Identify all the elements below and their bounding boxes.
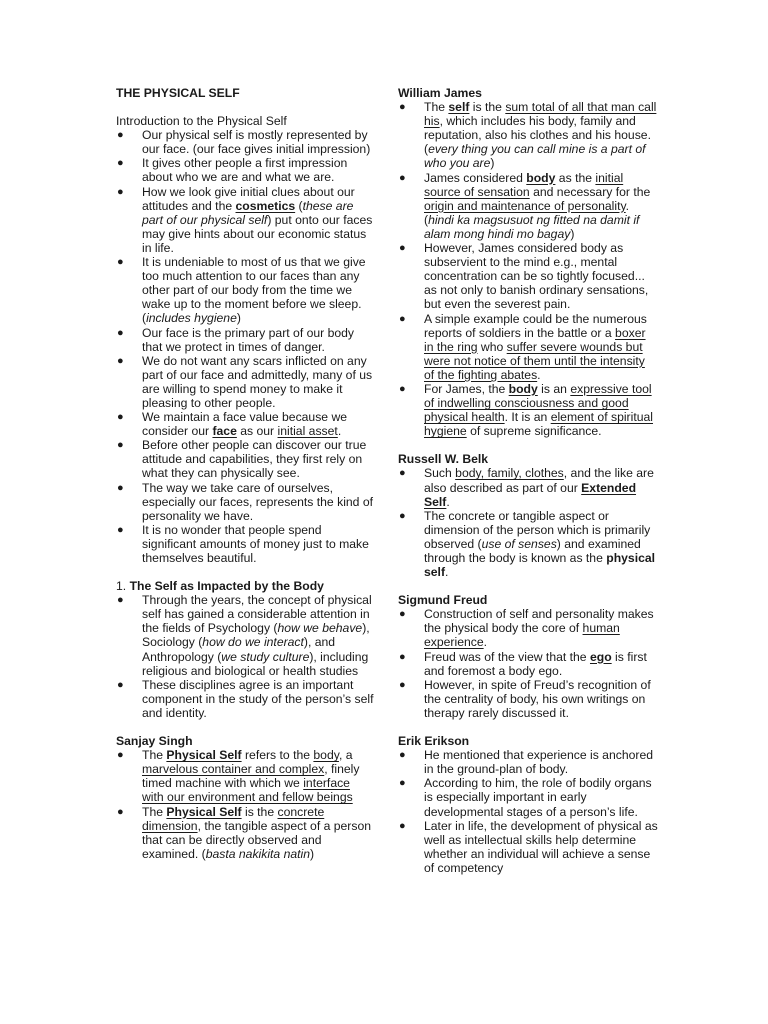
list-item [398, 607, 658, 649]
text-run: body [313, 748, 339, 763]
text-run: use of senses [481, 536, 557, 551]
bullet-list [398, 607, 658, 720]
text-run: ( [295, 198, 303, 213]
text-run: Through the years, the concept of physical self has gained a considerable attention in the fields of Psychology ( [142, 593, 372, 636]
text-run: It gives other people a first impression about who we are and what we are. [142, 156, 348, 185]
list-item [398, 678, 658, 720]
list-item [398, 171, 658, 241]
text-run: is first and foremost a body ego. [424, 649, 647, 678]
list-item [116, 481, 374, 523]
text-run: ) [490, 156, 495, 171]
text-run: boxer in the ring [424, 325, 646, 354]
list-item [116, 185, 374, 255]
text-run: ) [310, 846, 315, 861]
list-item [116, 128, 374, 156]
list-item [398, 509, 658, 579]
text-run: We maintain a face value because we consider our [142, 410, 348, 439]
bullet-list [116, 748, 374, 861]
list-item [398, 650, 658, 678]
text-run: ) put onto our faces may give hints about our economic status in life. [142, 212, 373, 255]
bullet-icon: ● [117, 523, 124, 536]
text-run: , the tangible aspect of a person that can be directly observed and examined. ( [142, 818, 372, 861]
bullet-icon: ● [117, 749, 124, 762]
text-run: is the [241, 804, 278, 819]
bullet-icon: ● [399, 749, 406, 762]
text-run: , a [338, 748, 353, 763]
text-run: We do not want any scars inflicted on any part of our face and admittedly, many of us are willing to spend money to make it pleasing to other people. [142, 353, 373, 410]
list-item [398, 100, 658, 170]
text-run: ego [589, 649, 612, 664]
text-run: He mentioned that experience is anchored in the ground-plan of body. [424, 748, 653, 777]
list-item [116, 805, 374, 861]
text-run: , which includes his body, family and reputation, also his clothes and his house. ( [424, 114, 651, 157]
text-run: It is no wonder that people spend significant amounts of money just to make themselves beautiful. [142, 522, 369, 565]
bullet-icon: ● [117, 481, 124, 494]
text-run: Such [424, 466, 456, 481]
text-run: self [448, 100, 470, 115]
text-run: Construction of self and personality makes the physical body the core of [424, 607, 654, 636]
bullet-icon: ● [117, 411, 124, 424]
bullet-icon: ● [399, 171, 406, 184]
text-run: ) and examined through the body is known as the [424, 536, 641, 565]
text-run: expressive tool of indwelling consciousness and good physical health [424, 381, 652, 425]
text-run: . [537, 367, 541, 382]
text-run: These disciplines agree is an important component in the study of the person’s self and identity. [142, 677, 374, 720]
right-column [398, 86, 658, 875]
text-run: how do we interact [202, 635, 304, 650]
text-run: Before other people can discover our true attitude and capabilities, they first rely on what they can physically see. [142, 438, 367, 481]
list-item [116, 438, 374, 480]
list-item [398, 241, 658, 311]
subsection-title [116, 579, 374, 593]
bullet-icon: ● [117, 185, 124, 198]
list-item [398, 466, 658, 508]
text-run: of supreme significance. [466, 424, 602, 439]
text-run: initial asset [277, 424, 338, 439]
text-run: Extended Self [424, 480, 637, 509]
text-run: However, in spite of Freud’s recognition of the centrality of body, his own writings on therapy rarely discussed it. [424, 677, 651, 720]
section-heading-russell-w-belk [398, 452, 658, 466]
text-run: how we behave [277, 621, 363, 636]
text-run: 1. [116, 579, 130, 594]
bullet-list [116, 593, 374, 720]
text-run: . [446, 494, 450, 509]
text-run: face [212, 424, 237, 439]
bullet-icon: ● [399, 650, 406, 663]
text-run: . [445, 565, 449, 580]
bullet-icon: ● [399, 467, 406, 480]
text-run: ), Sociology ( [142, 621, 370, 650]
text-run: suffer severe wounds but were not notice of them until the intensity of the fighting abates [424, 339, 645, 382]
text-run: However, James considered body as subservient to the mind e.g., mental concentration can be so tightly focused... as not only to banish ordinary sensations, but even the severest pain. [424, 241, 649, 312]
text-run: as the [555, 170, 596, 185]
text-run: Later in life, the development of physical as well as intellectual skills help determine whether an individual will achieve a sense of competency [424, 818, 658, 875]
bullet-icon: ● [117, 157, 124, 170]
text-run: The concrete or tangible aspect or dimension of the person which is primarily observed ( [424, 508, 651, 551]
text-run: Sigmund Freud [398, 593, 488, 608]
text-run: as our [236, 424, 278, 439]
text-run: concrete dimension [142, 804, 325, 833]
list-item [398, 776, 658, 818]
text-run: The Self as Impacted by the Body [129, 579, 324, 594]
text-run: body [508, 381, 538, 396]
list-item [116, 523, 374, 565]
section-heading-william-james [398, 86, 658, 100]
text-run: Introduction to the Physical Self [116, 114, 287, 129]
text-run: , finely timed machine with which we [142, 762, 360, 791]
text-run: and necessary for the [529, 184, 651, 199]
text-run: ), including religious and biological or health studies [142, 649, 369, 678]
subsection-title [116, 114, 374, 128]
bullet-icon: ● [399, 819, 406, 832]
list-item [116, 593, 374, 678]
text-run: initial source of sensation [424, 170, 624, 199]
bullet-icon: ● [117, 326, 124, 339]
text-run: Physical Self [166, 804, 242, 819]
text-run: marvelous container and complex [142, 762, 325, 777]
text-run: ) [236, 311, 241, 326]
bullet-icon: ● [117, 256, 124, 269]
text-run: every thing you can call mine is a part of who you are [424, 142, 646, 171]
bullet-icon: ● [399, 509, 406, 522]
text-run: body [526, 170, 556, 185]
text-run: James considered [424, 170, 527, 185]
text-run: William James [398, 86, 482, 100]
text-run: Russell W. Belk [398, 452, 489, 467]
text-run: ), and Anthropology ( [142, 635, 336, 664]
list-item [398, 382, 658, 438]
list-item [116, 326, 374, 354]
text-run: How we look give initial clues about our attitudes and the [142, 184, 355, 213]
bullet-icon: ● [117, 129, 124, 142]
section-heading-sanjay-singh [116, 734, 374, 748]
text-run: The [142, 804, 167, 819]
text-run: Our physical self is mostly represented by our face. (our face gives initial impression) [142, 128, 371, 157]
left-column [116, 86, 374, 861]
bullet-icon: ● [399, 678, 406, 691]
bullet-icon: ● [399, 101, 406, 114]
list-item [398, 748, 658, 776]
list-item [116, 255, 374, 325]
list-item [398, 819, 658, 875]
bullet-icon: ● [399, 777, 406, 790]
bullet-icon: ● [399, 382, 406, 395]
text-run: The way we take care of ourselves, especially our faces, represents the kind of personality we have. [142, 480, 374, 523]
text-run: The [142, 748, 167, 763]
list-item [116, 354, 374, 410]
text-run: Freud was of the view that the [424, 649, 590, 664]
text-run: . [483, 635, 488, 650]
bullet-icon: ● [117, 805, 124, 818]
text-run: physical self [424, 551, 656, 580]
text-run: these are part of our physical self [142, 198, 354, 227]
text-run: . It is an [504, 410, 551, 425]
bullet-icon: ● [117, 594, 124, 607]
text-run: origin and maintenance of personality [424, 198, 626, 213]
text-run: human experience [424, 621, 620, 650]
text-run: body, family, clothes [455, 466, 564, 481]
text-run: we study culture [221, 649, 310, 664]
bullet-list [398, 100, 658, 438]
bullet-list [116, 128, 374, 565]
text-run: A simple example could be the numerous reports of soldiers in the battle or a [424, 311, 647, 340]
bullet-icon: ● [117, 439, 124, 452]
text-run: refers to the [241, 748, 314, 763]
text-run: is the [469, 100, 506, 115]
text-run: ) [570, 226, 575, 241]
text-run: Physical Self [166, 748, 242, 763]
bullet-icon: ● [117, 354, 124, 367]
text-run: It is undeniable to most of us that we give too much attention to our faces than any other part of our body from the time we wake up to the moment before we sleep. ( [142, 255, 366, 326]
text-run: Sanjay Singh [116, 734, 193, 749]
list-item [398, 312, 658, 382]
list-item [116, 156, 374, 184]
list-item [116, 748, 374, 804]
text-run: who [477, 339, 507, 354]
text-run: . [337, 424, 342, 439]
list-item [116, 410, 374, 438]
text-run: interface with our environment and fellow beings [142, 776, 353, 805]
text-run: element of spiritual hygiene [424, 410, 653, 439]
bullet-list [398, 748, 658, 875]
text-run: hindi ka magsusuot ng fitted na damit if alam mong hindi mo bagay [424, 212, 640, 241]
bullet-icon: ● [399, 242, 406, 255]
list-item [116, 678, 374, 720]
text-run: cosmetics [235, 198, 296, 213]
text-run: THE PHYSICAL SELF [116, 86, 240, 100]
text-run: Erik Erikson [398, 734, 470, 749]
text-run: , and the like are also described as part of our [424, 466, 654, 495]
text-run: . ( [424, 198, 630, 227]
bullet-icon: ● [117, 678, 124, 691]
text-run: includes hygiene [146, 311, 237, 326]
text-run: basta nakikita natin [205, 846, 311, 861]
bullet-icon: ● [399, 608, 406, 621]
section-heading-sigmund-freud [398, 593, 658, 607]
section-heading-erik-erikson [398, 734, 658, 748]
bullet-icon: ● [399, 312, 406, 325]
text-run: For James, the [424, 381, 509, 396]
bullet-list [398, 466, 658, 579]
text-run: According to him, the role of bodily organs is especially important in early developmental stages of a person’s life. [424, 776, 652, 819]
section-heading-the-physical-self [116, 86, 374, 100]
text-run: is an [537, 381, 571, 396]
text-run: Our face is the primary part of our body that we protect in times of danger. [142, 325, 355, 354]
text-run: sum total of all that man call his [424, 100, 657, 129]
text-run: The [424, 100, 449, 115]
